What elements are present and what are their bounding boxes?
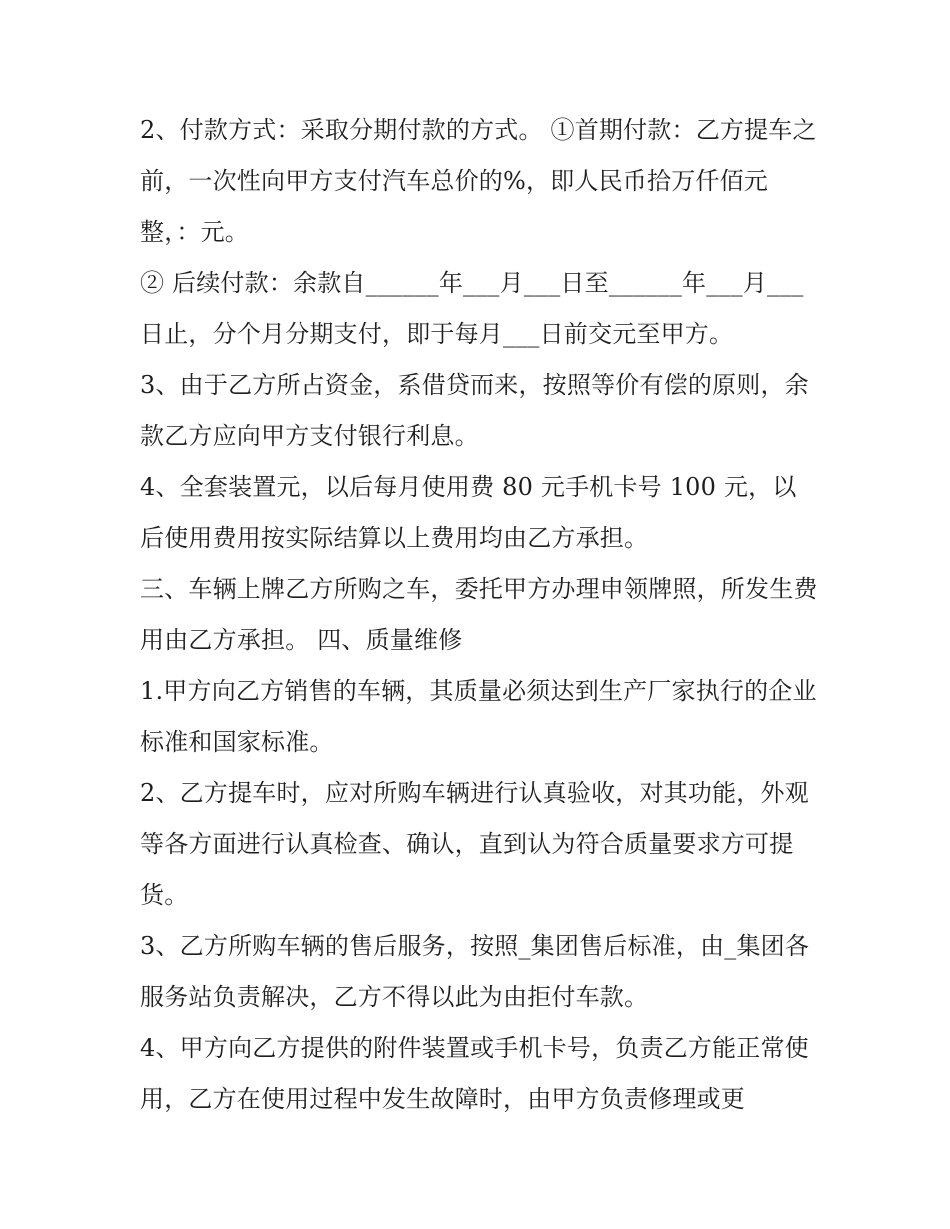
paragraph-accessory-repair: 4、甲方向乙方提供的附件装置或手机卡号，负责乙方能正常使用，乙方在使用过程中发生故障时，由甲方负责修理或更 bbox=[140, 1034, 809, 1113]
paragraph-bank-interest: 3、由于乙方所占资金，系借贷而来，按照等价有偿的原则，余款乙方应向甲方支付银行利息。 bbox=[140, 371, 809, 450]
paragraph-vehicle-inspection: 2、乙方提车时，应对所购车辆进行认真验收，对其功能，外观等各方面进行认真检查、确认，直到认为符合质量要求方可提货。 bbox=[140, 779, 809, 909]
paragraph-vehicle-registration: 三、车辆上牌乙方所购之车，委托甲方办理申领牌照，所发生费用由乙方承担。 四、质量维修 bbox=[140, 575, 818, 654]
paragraph-subsequent-payment: ② 后续付款：余款自______年___月___日至______年___月___日止，分个月分期支付，即于每月___日前交元至甲方。 bbox=[140, 269, 804, 348]
paragraph-after-sales-service: 3、乙方所购车辆的售后服务，按照_集团售后标准，由_集团各服务站负责解决，乙方不得以此为由拒付车款。 bbox=[140, 932, 810, 1011]
paragraph-installment-payment: 2、付款方式：采取分期付款的方式。 ①首期付款：乙方提车之前，一次性向甲方支付汽车总价的%，即人民币拾万仟佰元整，：元。 bbox=[140, 116, 817, 246]
paragraph-device-fees: 4、全套装置元，以后每月使用费 80 元手机卡号 100 元，以后使用费用按实际结算以上费用均由乙方承担。 bbox=[140, 473, 797, 552]
paragraph-quality-standards: 1.甲方向乙方销售的车辆，其质量必须达到生产厂家执行的企业标准和国家标准。 bbox=[140, 677, 817, 756]
document-body bbox=[140, 105, 820, 1125]
